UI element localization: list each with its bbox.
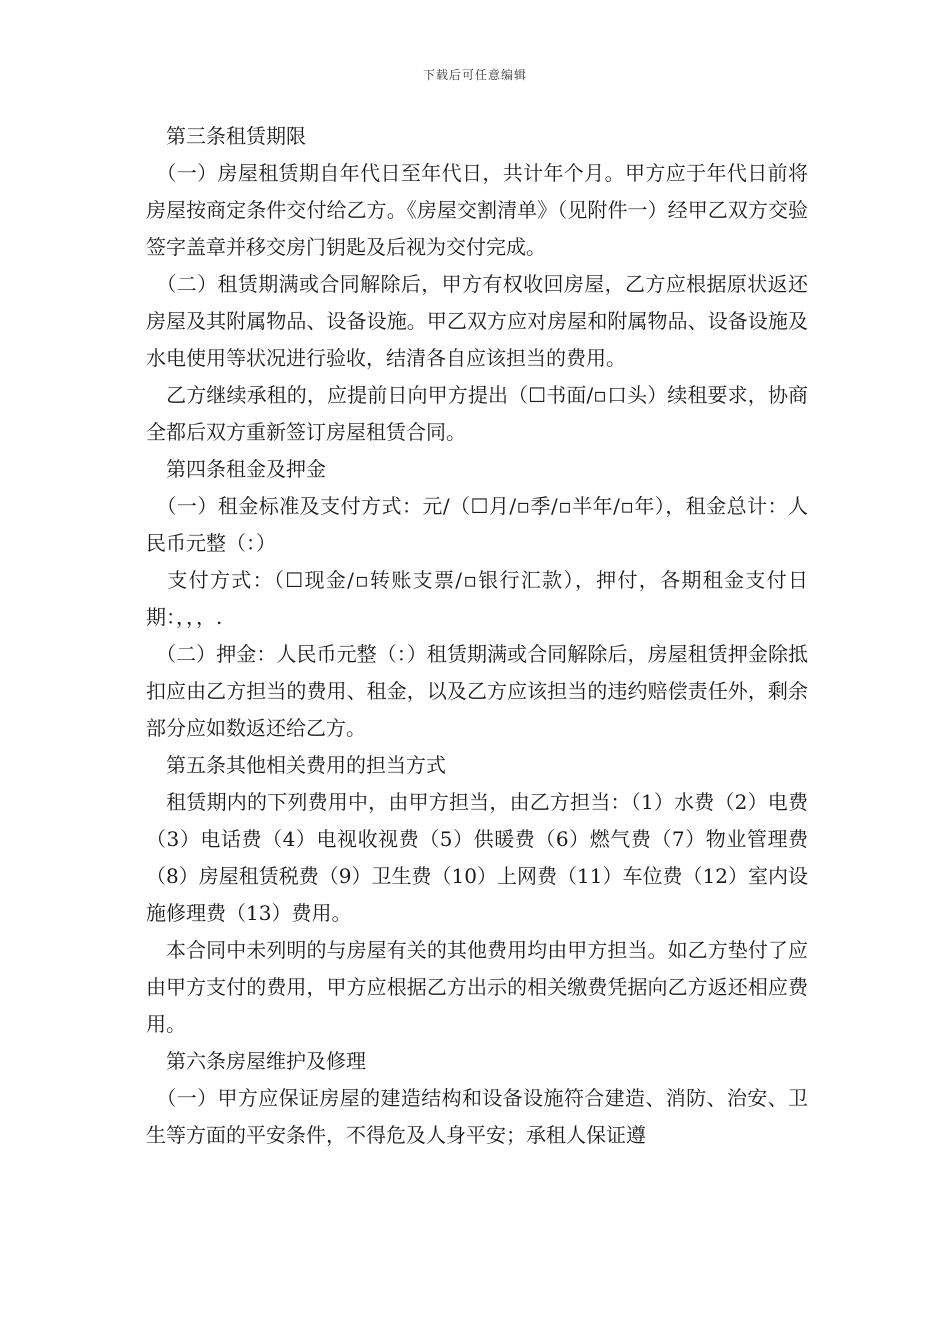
article-6-clause-1: （一）甲方应保证房屋的建造结构和设备设施符合建造、消防、治安、卫生等方面的平安条件，不得危及人身平安；承租人保证遵 xyxy=(146,1086,808,1147)
article-3-clause-1: （一）房屋租赁期自年代日至年代日，共计年个月。甲方应于年代日前将房屋按商定条件交付给乙方。《房屋交割清单》（见附件一）经甲乙双方交验签字盖章并移交房门钥匙及后视为交付完成。 xyxy=(146,161,808,259)
article-5-other-fees: 本合同中未列明的与房屋有关的其他费用均由甲方担当。如乙方垫付了应由甲方支付的费用，甲方应根据乙方出示的相关缴费凭据向乙方返还相应费用。 xyxy=(146,938,808,1036)
article-5-fee-list: 租赁期内的下列费用中，由甲方担当，由乙方担当：（1）水费（2）电费（3）电话费（4）电视收视费（5）供暖费（6）燃气费（7）物业管理费（8）房屋租赁税费（9）卫生费（10）上网费（11）车位费（12）室内设施修理费（13）费用。 xyxy=(146,790,808,925)
article-3-clause-2: （二）租赁期满或合同解除后，甲方有权收回房屋，乙方应根据原状返还房屋及其附属物品、设备设施。甲乙双方应对房屋和附属物品、设备设施及水电使用等状况进行验收，结清各自应该担当的费用。 xyxy=(146,272,808,370)
page-header: 下载后可任意编辑 xyxy=(422,68,527,82)
article-6-heading: 第六条房屋维护及修理 xyxy=(146,1049,366,1073)
article-4-clause-2: （二）押金：人民币元整（：）租赁期满或合同解除后，房屋租赁押金除抵扣应由乙方担当的费用、租金，以及乙方应该担当的违约赔偿责任外，剩余部分应如数返还给乙方。 xyxy=(146,642,808,740)
article-5-heading: 第五条其他相关费用的担当方式 xyxy=(146,753,446,777)
article-4-payment-method: 支付方式：（☐现金/▫转账支票/▫银行汇款），押付，各期租金支付日期：，，，. xyxy=(146,568,808,629)
document-body xyxy=(146,118,808,1154)
article-4-heading: 第四条租金及押金 xyxy=(146,457,326,481)
article-3-renewal: 乙方继续承租的，应提前日向甲方提出（☐书面/▫口头）续租要求，协商全都后双方重新签订房屋租赁合同。 xyxy=(146,383,808,444)
article-4-clause-1: （一）租金标准及支付方式：元/（☐月/▫季/▫半年/▫年），租金总计：人民币元整（：） xyxy=(146,494,808,555)
article-3-heading: 第三条租赁期限 xyxy=(146,124,306,148)
